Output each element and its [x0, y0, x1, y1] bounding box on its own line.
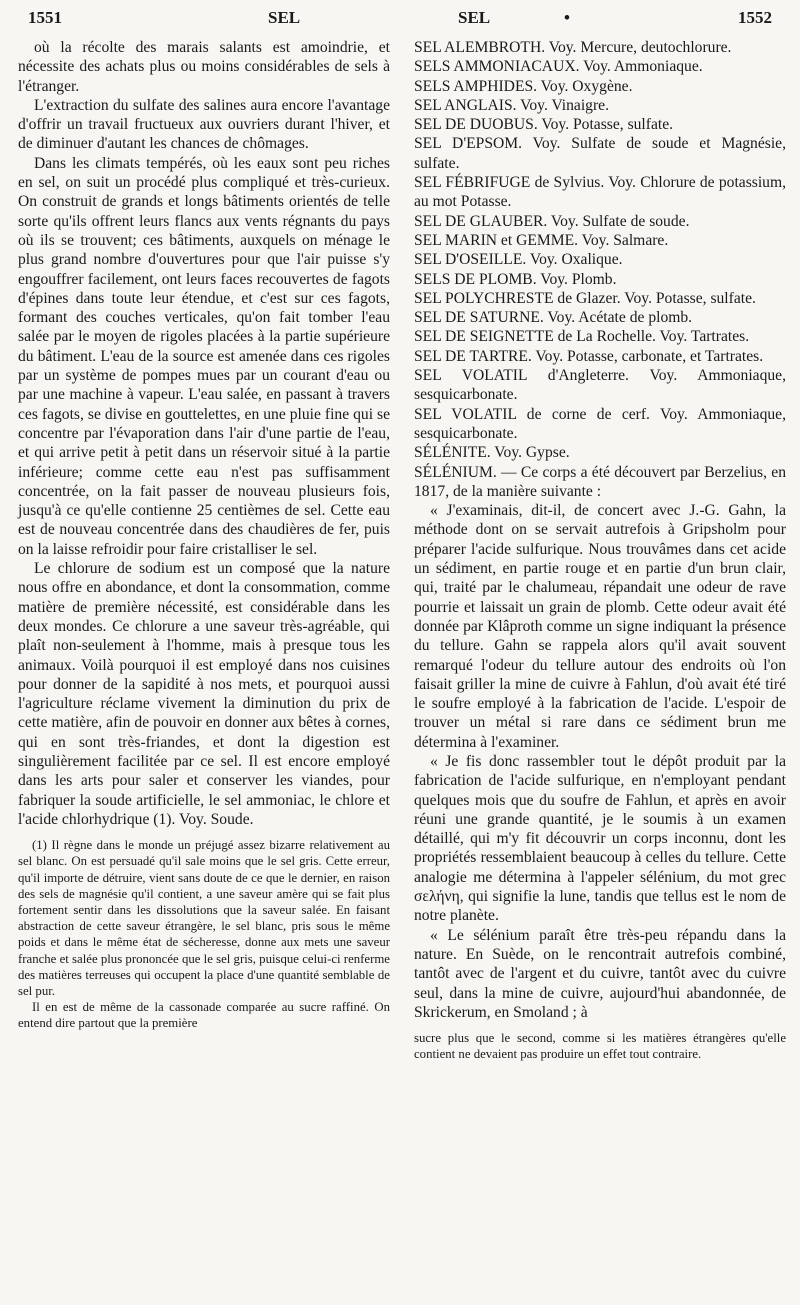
dictionary-entry: SEL DE SATURNE. Voy. Acétate de plomb. — [414, 309, 693, 327]
dictionary-entry: SEL D'EPSOM. Voy. Sulfate de soude et Magnésie, sulfate. — [414, 135, 786, 172]
right-running-head: SEL — [458, 8, 491, 27]
dictionary-entry: SEL DE GLAUBER. Voy. Sulfate de soude. — [414, 212, 690, 230]
dictionary-entry: SEL D'OSEILLE. Voy. Oxalique. — [414, 251, 623, 269]
footnote: sucre plus que le second, comme si les matières étrangères qu'elle contient ne devaient pas produire un effet tout contraire. — [414, 1031, 786, 1062]
dictionary-entry: SEL VOLATIL d'Angleterre. Voy. Ammoniaque, sesquicarbonate. — [414, 367, 786, 404]
dictionary-entry: SEL FÉBRIFUGE de Sylvius. Voy. Chlorure de potassium, au mot Potasse. — [414, 174, 786, 211]
dictionary-entry: SELS AMPHIDES. Voy. Oxygène. — [414, 77, 633, 95]
paragraph: Le chlorure de sodium est un composé que la nature nous offre en abondance, et dont la consommation, comme matière de première nécessité, est considérable dans les deux mondes. Ce chlorure a une saveur très-agréable, qui plaît non-seulement à l'homme, mais à presque tous les animaux. Voilà pourquoi il est employé dans nos cuisines pour donner de la sapidité à nos mets, et pourquoi aussi l'agriculture réclame vivement la diminution du prix de cette matière, afin de pouvoir en donner aux bêtes à cornes, qui en sont très-friandes, et dont la digestion est singulièrement facilitée par ce sel. Il est encore employé dans les arts pour saler et conserver les viandes, pour fabriquer la soude artificielle, le sel ammoniac, le chlore et l'acide chlorhydrique (1). Voy. Soude. — [18, 560, 390, 828]
right-column — [414, 38, 786, 1063]
footnote: (1) Il règne dans le monde un préjugé assez bizarre relativement au sel blanc. On est persuadé qu'il sale moins que le sel gris. Cette erreur, qu'il importe de détruire, vient sans doute de ce que le dernier, en raison des sels de magnésie qu'il contient, a une saveur amère qui se fait plus fortement sentir dans les dissolutions que la saveur salée. En faisant abstraction de cette saveur étrangère, le sel blanc, pris sous le même poids et dans le même état de sécheresse, donne aux mets une saveur franche et salée plus prononcée que le sel gris, puisque celui-ci renferme des matières terreuses qui occupent la place d'une quantité semblable de sel pur. — [18, 838, 390, 998]
dictionary-entry: SELS DE PLOMB. Voy. Plomb. — [414, 270, 617, 288]
left-running-head: SEL — [268, 8, 301, 27]
footnote-block — [18, 837, 390, 1031]
paragraph: L'extraction du sulfate des salines aura encore l'avantage d'offrir un travail fructueux aux ouvriers durant l'hiver, et de diminuer d'autant les chances de chômages. — [18, 96, 390, 153]
dictionary-entry: SEL DE DUOBUS. Voy. Potasse, sulfate. — [414, 116, 674, 134]
dictionary-entry: SELS AMMONIACAUX. Voy. Ammoniaque. — [414, 58, 703, 76]
left-column — [18, 38, 390, 1032]
dictionary-entry: SEL POLYCHRESTE de Glazer. Voy. Potasse, sulfate. — [414, 289, 756, 307]
running-header — [28, 8, 772, 32]
dictionary-entry: SÉLÉNIUM. — Ce corps a été découvert par Berzelius, en 1817, de la manière suivante : — [414, 463, 786, 500]
paragraph: Dans les climats tempérés, où les eaux sont peu riches en sel, on suit un procédé plus compliqué et très-curieux. On construit de grands et longs bâtiments orientés de telle sorte qu'ils offrent leurs flancs aux vents régnants du pays où ils se trouvent; ces bâtiments, auxquels on ménage le plus grand nombre d'ouvertures pour que l'air puisse s'y engouffrer facilement, ont leurs faces recouvertes de fagots d'épines dans toute leur étendue, et c'est sur ces fagots, formant des couches verticales, qu'on fait tomber l'eau salée par le moyen de rigoles placées à la partie supérieure du bâtiment. L'eau de la source est amenée dans ces rigoles par un système de pompes mues par un courant d'eau ou par une machine à vapeur. L'eau salée, en passant à travers ces fagots, se divise en gouttelettes, en une pluie fine qui se concentre par l'évaporation dans l'air d'une partie de l'eau, et qui arrive petit à petit dans un réservoir situé à la partie inférieure; comme cette eau n'est pas suffisamment concentrée, on la fait passer de nouveau plusieurs fois, jusqu'à ce qu'elle contienne 25 centièmes de sel. Cette eau est de nouveau concentrée dans des chaudières de fer, puis on la laisse refroidir pour faire cristalliser le sel. — [18, 154, 390, 558]
dictionary-entry: SEL ANGLAIS. Voy. Vinaigre. — [414, 96, 609, 114]
left-page-number: 1551 — [28, 8, 62, 27]
dictionary-entry: SEL DE TARTRE. Voy. Potasse, carbonate, et Tartrates. — [414, 347, 764, 365]
dictionary-entry: SEL ALEMBROTH. Voy. Mercure, deutochlorure. — [414, 39, 732, 56]
dictionary-entry: SEL VOLATIL de corne de cerf. Voy. Ammoniaque, sesquicarbonate. — [414, 405, 786, 442]
paragraph: « Je fis donc rassembler tout le dépôt produit par la fabrication de l'acide sulfurique, en n'employant pendant quelques mois que du soufre de Fahlun, et après en avoir réuni une grande quantité, je le soumis à un examen détaillé, qui m'y fit découvrir un corps inconnu, dont les propriétés ressemblaient beaucoup à celles du tellure. Cette analogie me détermina à l'appeler sélénium, du mot grec σελήνη, qui signifie la lune, tandis que tellus est le nom de notre planète. — [414, 752, 786, 925]
dictionary-entry: SEL DE SEIGNETTE de La Rochelle. Voy. Tartrates. — [414, 328, 750, 346]
dictionary-entry: SÉLÉNITE. Voy. Gypse. — [414, 444, 570, 462]
paragraph: « J'examinais, dit-il, de concert avec J.-G. Gahn, la méthode dont on se servait autrefois à Gripsholm pour préparer l'acide sulfurique. Nous trouvâmes dans cet acide un sédiment, en partie rouge et en partie d'un brun clair, qui, traité par le chalumeau, répandait une odeur de rave pourrie et laissait un grain de plomb. Cette odeur avait été donnée par Klâproth comme un signe indiquant la présence du tellure. Gahn se rappela alors qu'il avait souvent remarqué l'odeur du tellure autour des endroits où l'on faisait griller la mine de cuivre à Fahlun, d'où avait été tiré le soufre employé à la fabrication de l'acide. L'espoir de trouver un métal si rare dans ce sédiment brun me détermina à l'examiner. — [414, 502, 786, 751]
footnote: Il en est de même de la cassonade comparée au sucre raffiné. On entend dire partout que la première — [18, 1000, 390, 1031]
header-separator: • — [564, 8, 570, 27]
paragraph: « Le sélénium paraît être très-peu répandu dans la nature. En Suède, on le rencontrait autrefois combiné, tantôt avec de l'argent et du cuivre, tantôt avec du cuivre seul, dans la mine de cuivre, aujourd'hui abandonnée, de Skrickerum, en Smoland ; à — [414, 926, 786, 1021]
right-page-number: 1552 — [738, 8, 772, 27]
dictionary-entry: SEL MARIN et GEMME. Voy. Salmare. — [414, 231, 669, 249]
footnote-continuation — [414, 1030, 786, 1062]
paragraph: où la récolte des marais salants est amoindrie, et nécessite des achats plus ou moins considérables de sels à l'étranger. — [18, 39, 390, 95]
